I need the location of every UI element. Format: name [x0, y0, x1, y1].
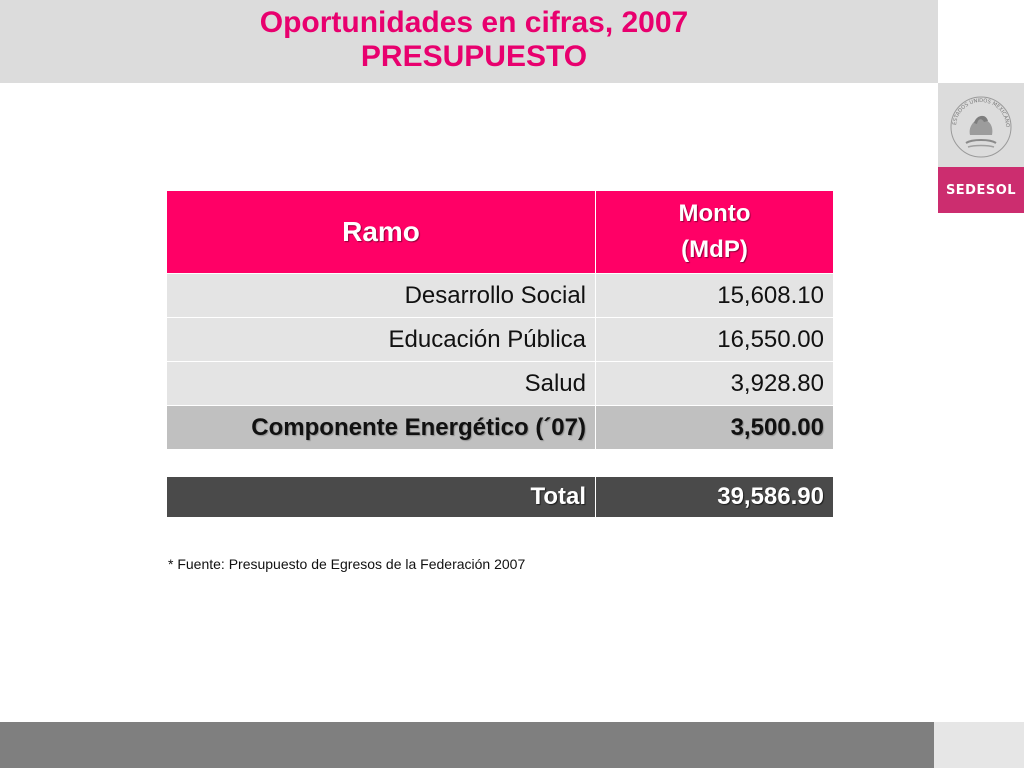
- ramo-cell: Componente Energético (´07): [167, 406, 596, 450]
- total-value: 39,586.90: [596, 477, 834, 518]
- header-ramo: Ramo: [167, 191, 596, 274]
- title-line-1: Oportunidades en cifras, 2007: [259, 6, 689, 39]
- ramo-cell: Educación Pública: [167, 318, 596, 362]
- table-row-highlight: [167, 406, 834, 450]
- monto-cell: 16,550.00: [596, 318, 834, 362]
- source-footnote: * Fuente: Presupuesto de Egresos de la Federación 2007: [168, 556, 526, 572]
- budget-table: [166, 190, 834, 518]
- logo-panel: [938, 83, 1024, 167]
- total-label: Total: [167, 477, 596, 518]
- mexican-coat-of-arms-icon: [948, 89, 1014, 159]
- header-monto-line-2: (MdP): [681, 236, 748, 263]
- header-monto: [596, 191, 834, 274]
- table-row: [167, 274, 834, 318]
- monto-cell: 3,500.00: [596, 406, 834, 450]
- page-title: [0, 6, 948, 74]
- seal-text: ESTADOS UNIDOS MEXICANO: [952, 97, 1011, 128]
- total-row: [167, 477, 834, 518]
- footer-bar: [0, 722, 934, 768]
- table-spacer: [167, 450, 834, 477]
- header-monto-line-1: Monto: [678, 200, 751, 227]
- table-row: [167, 362, 834, 406]
- sedesol-logo: SEDESOL: [938, 167, 1024, 213]
- table-row: [167, 318, 834, 362]
- ramo-cell: Desarrollo Social: [167, 274, 596, 318]
- monto-cell: 15,608.10: [596, 274, 834, 318]
- footer-bar-end: [934, 722, 1024, 768]
- monto-cell: 3,928.80: [596, 362, 834, 406]
- title-line-2: PRESUPUESTO: [360, 40, 588, 73]
- ramo-cell: Salud: [167, 362, 596, 406]
- table-header-row: [167, 191, 834, 274]
